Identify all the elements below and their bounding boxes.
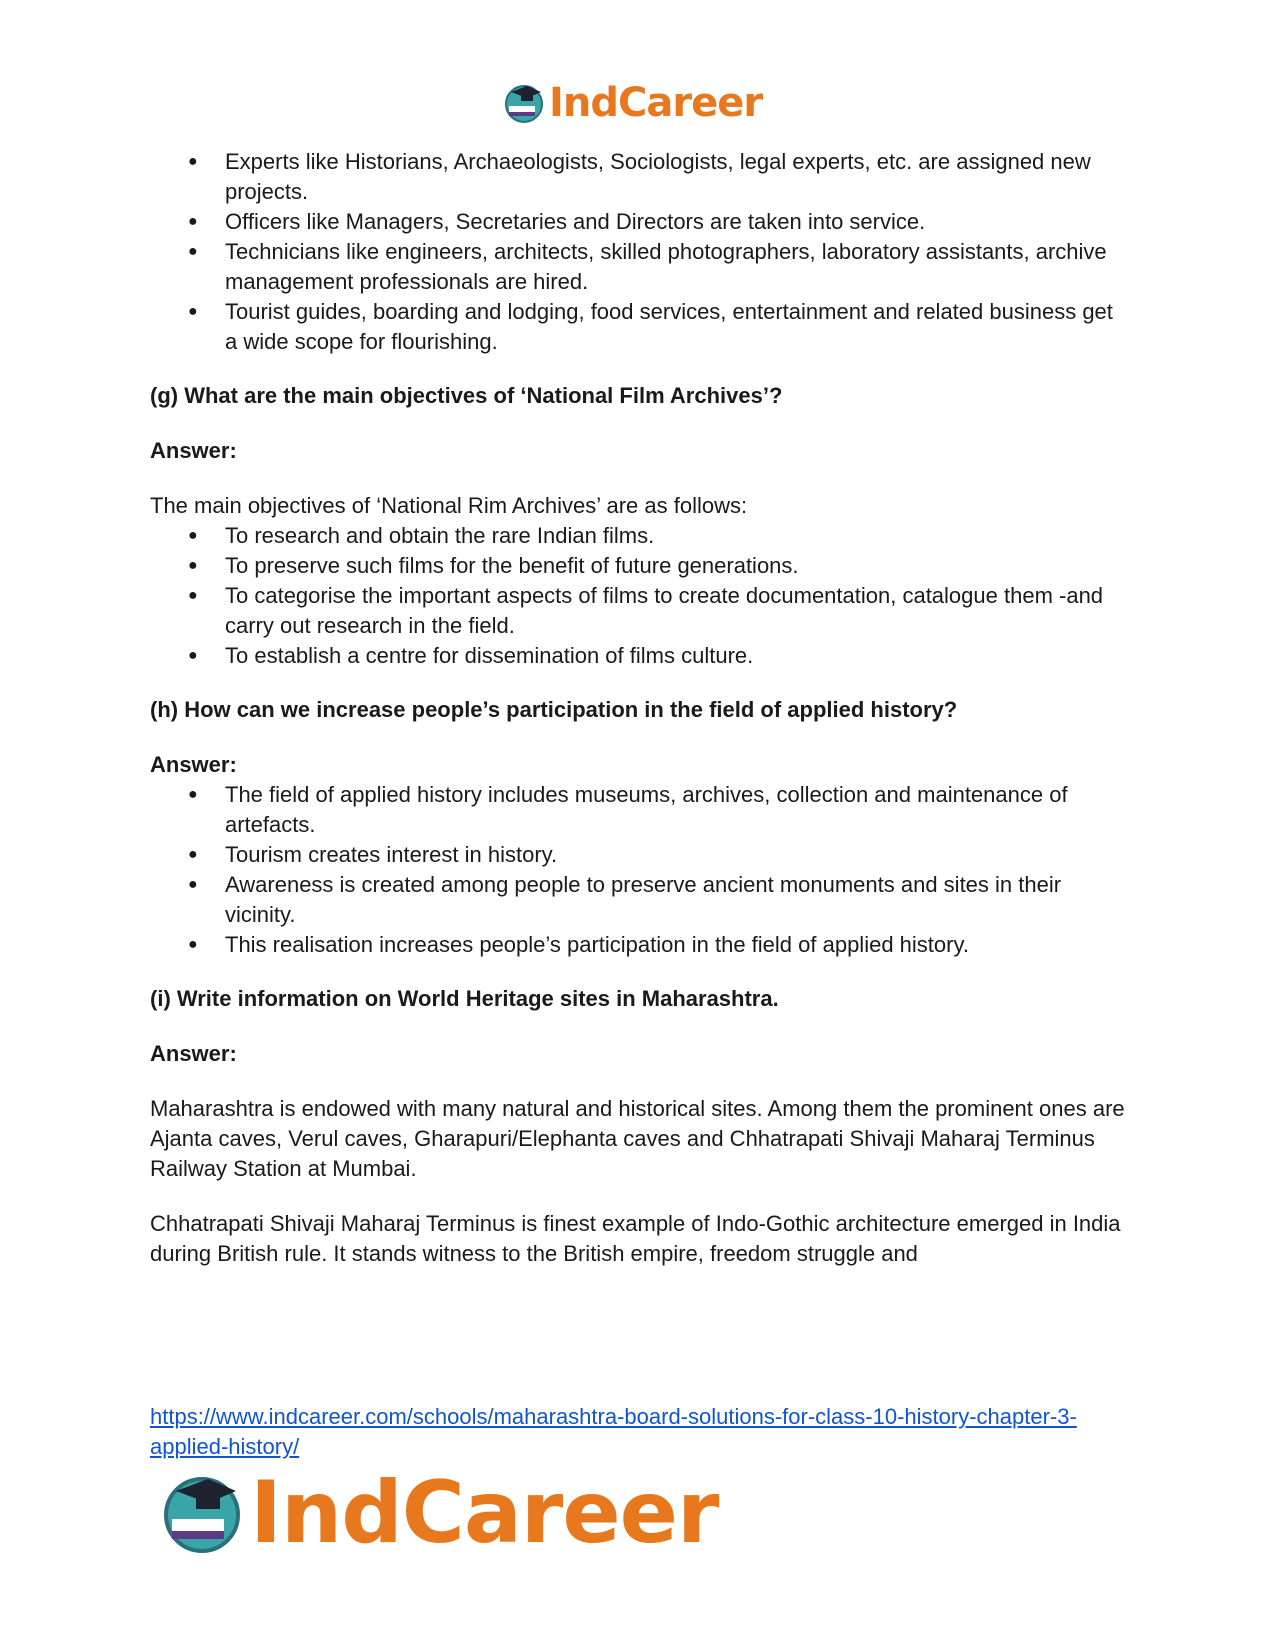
question-h: (h) How can we increase people’s participation in the field of applied history? [150,697,958,722]
list-item: ● This realisation increases people’s participation in the field of applied history. [188,932,969,957]
answer-g-list [150,521,1130,671]
document-body [150,147,1130,1269]
intro-bullet-list [150,147,1130,357]
list-item: ● Experts like Historians, Archaeologists, Sociologists, legal experts, etc. are assigned new projects. [188,149,1091,204]
source-link-block [150,1402,1130,1462]
list-item: ● Awareness is created among people to preserve ancient monuments and sites in their vicinity. [188,872,1062,927]
list-item: ● Tourism creates interest in history. [188,842,558,867]
source-link[interactable]: https://www.indcareer.com/schools/maharashtra-board-solutions-for-class-10-history-chapter-3-applied-history/ [150,1404,1077,1459]
footer-logo-text: IndCareer [250,1463,719,1563]
list-item: ● To categorise the important aspects of films to create documentation, catalogue them -and carry out research in the field. [188,583,1104,638]
list-item: ● To establish a centre for dissemination of films culture. [188,643,754,668]
footer-logo [160,1463,719,1563]
question-g: (g) What are the main objectives of ‘National Film Archives’? [150,383,783,408]
list-item: ● The field of applied history includes museums, archives, collection and maintenance of artefacts. [188,782,1068,837]
list-item: ● Officers like Managers, Secretaries and Directors are taken into service. [188,209,926,234]
answer-i-para-1: Maharashtra is endowed with many natural and historical sites. Among them the prominent ones are Ajanta caves, Verul caves, Gharapuri/Elephanta caves and Chhatrapati Shivaji Maharaj Terminus Railway Station at Mumbai. [150,1096,1125,1181]
header-logo-text: IndCareer [549,80,763,126]
answer-h-list [150,780,1130,960]
list-item: ● To research and obtain the rare Indian films. [188,523,655,548]
answer-label-i: Answer: [150,1041,237,1066]
answer-label-g: Answer: [150,438,237,463]
question-i: (i) Write information on World Heritage sites in Maharashtra. [150,986,779,1011]
list-item: ● To preserve such films for the benefit of future generations. [188,553,799,578]
list-item: ● Technicians like engineers, architects, skilled photographers, laboratory assistants, archive management professionals are hired. [188,239,1107,294]
graduation-globe-icon [160,1471,244,1555]
answer-i-para-2: Chhatrapati Shivaji Maharaj Terminus is finest example of Indo-Gothic architecture emerged in India during British rule. It stands witness to the British empire, freedom struggle and [150,1211,1121,1266]
graduation-globe-icon [503,82,545,124]
list-item: ● Tourist guides, boarding and lodging, food services, entertainment and related business get a wide scope for flourishing. [188,299,1113,354]
answer-label-h: Answer: [150,752,237,777]
answer-g-intro: The main objectives of ‘National Rim Archives’ are as follows: [150,493,748,518]
header-logo [503,80,762,126]
